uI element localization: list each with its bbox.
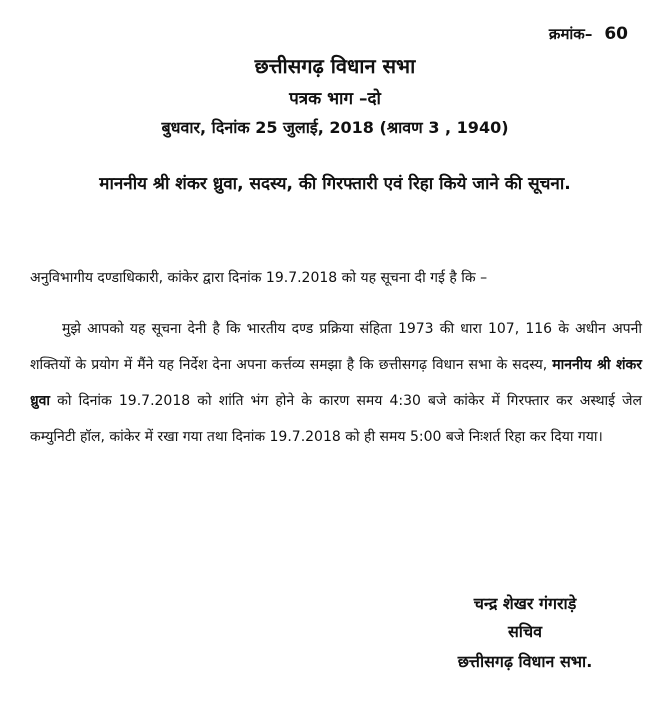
bulletin-part: पत्रक भाग –दो bbox=[289, 89, 381, 109]
signatory-designation: सचिव bbox=[507, 622, 543, 641]
assembly-title: छत्तीसगढ़ विधान सभा bbox=[254, 54, 416, 78]
serial-label: क्रमांक– bbox=[548, 25, 593, 43]
intro-paragraph: अनुविभागीय दण्डाधिकारी, कांकेर द्वारा दिनांक 19.7.2018 को यह सूचना दी गई है कि – bbox=[30, 270, 488, 286]
serial-number bbox=[549, 24, 628, 44]
notice-subject: माननीय श्री शंकर ध्रुवा, सदस्य, की गिरफ्तारी एवं रिहा किये जाने की सूचना. bbox=[99, 174, 571, 194]
main-text-before: मुझे आपको यह सूचना देनी है कि भारतीय दण्ड प्रक्रिया संहिता 1973 की धारा 107, 116 के अधीन अपनी शक्तियों के प्रयोग में मैंने यह निर्देश देना अपना कर्त्तव्य समझा है कि छत्तीसगढ़ विधान सभा के सदस्य, bbox=[30, 321, 642, 373]
notice-body bbox=[30, 260, 642, 455]
member-name: माननीय श्री शंकर ध्रुवा bbox=[30, 357, 642, 409]
date-line: बुधवार, दिनांक 25 जुलाई, 2018 (श्रावण 3 , 1940) bbox=[161, 118, 509, 137]
signatory-office: छत्तीसगढ़ विधान सभा. bbox=[457, 652, 593, 671]
serial-value: 60 bbox=[604, 24, 628, 44]
signatory-name: चन्द्र शेखर गंगराड़े bbox=[473, 594, 577, 613]
main-paragraph bbox=[30, 311, 642, 455]
main-text-after: को दिनांक 19.7.2018 को शांति भंग होने के कारण समय 4:30 बजे कांकेर में गिरफ्तार कर अस्थाई जेल कम्युनिटी हॉल, कांकेर में रखा गया तथा दिनांक 19.7.2018 को ही समय 5:00 बजे निःशर्त रिहा कर दिया गया। bbox=[30, 393, 642, 445]
